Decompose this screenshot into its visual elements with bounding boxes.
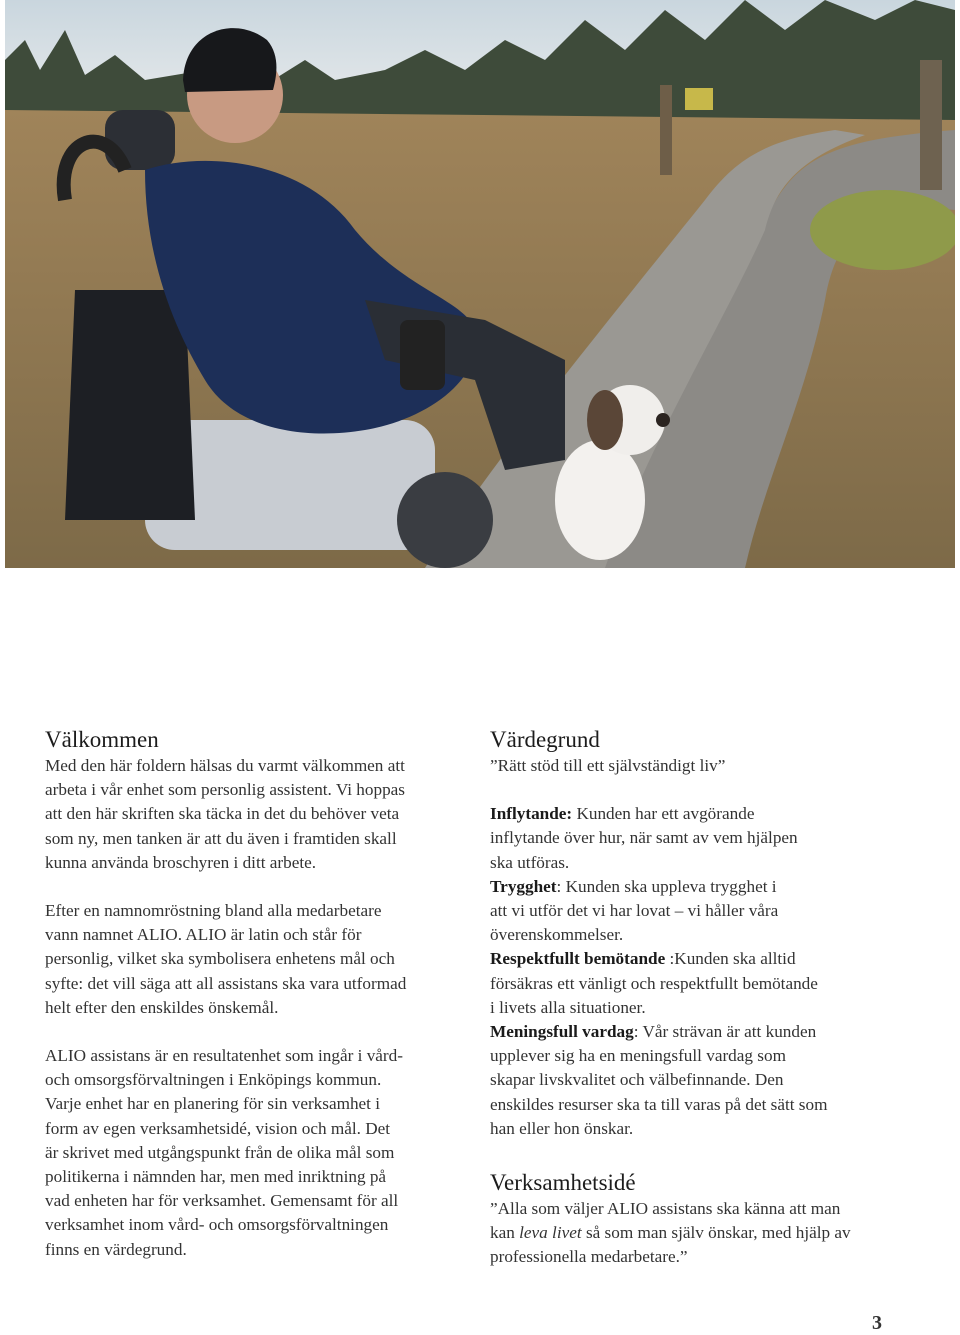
left-column bbox=[45, 726, 475, 1262]
unit-paragraph: ALIO assistans är en resultatenhet som ingår i vård- och omsorgsförvaltningen i Enköpings kommun. Varje enhet har en planering för sin verksamhet i form av egen verksamhetsidé, vision och mål. Det är skrivet med utgångspunkt från de olika mål som politikerna i nämnden har, men med inriktning på vad enheten har för verksamhet. Gemensamt för all verksamhet inom vård- och omsorgsförvaltningen finns en värdegrund. bbox=[45, 1046, 403, 1259]
value-term: Meningsfull vardag bbox=[490, 1022, 634, 1042]
value-item: Respektfullt bemötande :Kunden ska alltid försäkras ett vänligt och respektfullt bemötande i livets alla situationer. bbox=[490, 949, 818, 1017]
page-number: 3 bbox=[872, 1312, 882, 1334]
photo-illustration bbox=[5, 0, 955, 568]
value-item: Inflytande: Kunden har ett avgörande inflytande över hur, när samt av vem hjälpen ska utföras. bbox=[490, 804, 798, 872]
welcome-heading: Välkommen bbox=[45, 727, 159, 752]
name-paragraph: Efter en namnomröstning bland alla medarbetare vann namnet ALIO. ALIO är latin och står för personlig, vilket ska symbolisera enhetens mål och syfte: det vill säga att all assistans ska vara utformad helt efter den enskildes önskemål. bbox=[45, 901, 407, 1017]
cover-photo bbox=[5, 0, 955, 568]
values-heading: Värdegrund bbox=[490, 727, 600, 752]
value-term: Trygghet bbox=[490, 876, 557, 896]
right-column bbox=[490, 726, 920, 1270]
welcome-paragraph: Med den här foldern hälsas du varmt välkommen att arbeta i vår enhet som personlig assistent. Vi hoppas att den här skriften ska täcka in det du behöver veta som ny, men tanken är att du även i framtiden skall kunna använda broschyren i ditt arbete. bbox=[45, 756, 405, 872]
value-item: Meningsfull vardag: Vår strävan är att kunden upplever sig ha en meningsfull vardag som skapar livskvalitet och välbefinnande. Den enskildes resurser ska ta till varas på det sätt som han eller hon önskar. bbox=[490, 1022, 828, 1138]
value-term: Inflytande: bbox=[490, 804, 573, 824]
business-idea-heading: Verksamhetsidé bbox=[490, 1170, 636, 1196]
value-term: Respektfullt bemötande bbox=[490, 949, 666, 969]
value-item: Trygghet: Kunden ska uppleva trygghet i att vi utför det vi har lovat – vi håller våra överenskommelser. bbox=[490, 876, 779, 945]
business-idea-text: ”Alla som väljer ALIO assistans ska känna att man kan leva livet så som man själv önskar, med hjälp av professionella medarbetare.” bbox=[490, 1199, 851, 1267]
values-motto: ”Rätt stöd till ett självständigt liv” bbox=[490, 756, 726, 775]
emphasis-text: leva livet bbox=[519, 1223, 582, 1243]
